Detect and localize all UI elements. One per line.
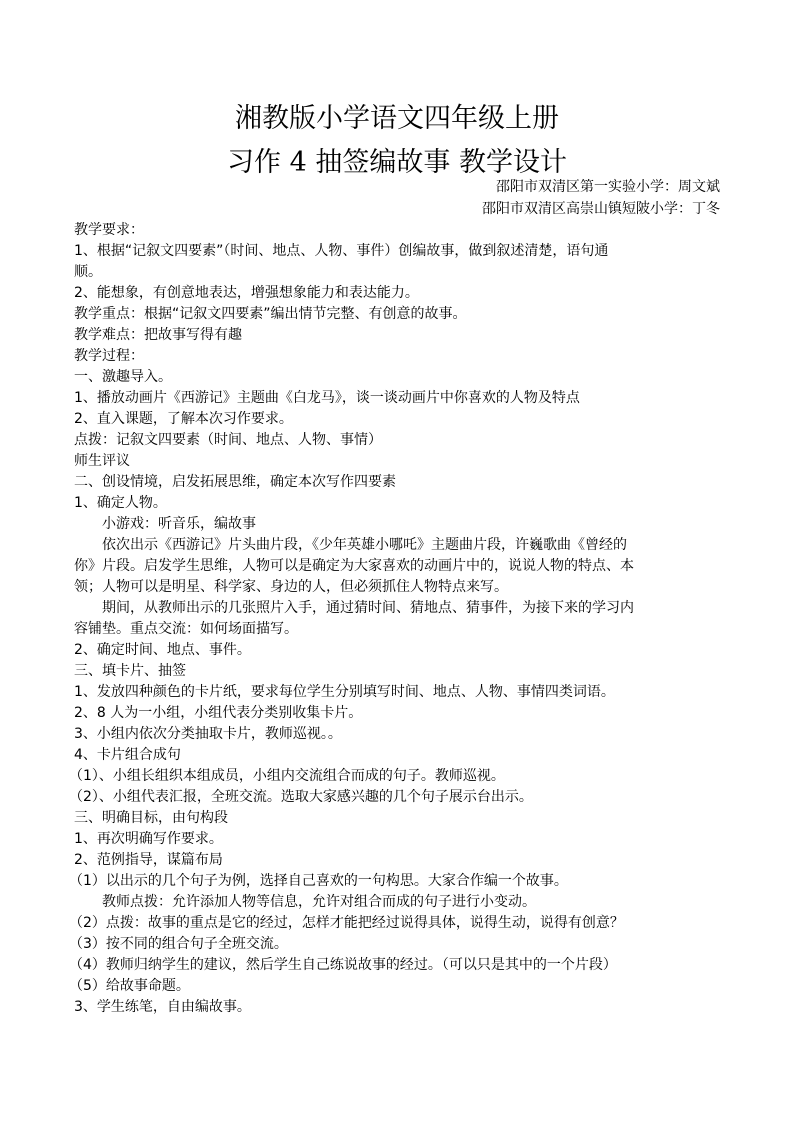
text-line: 3、小组内依次分类抽取卡片，教师巡视。。 [74,726,342,742]
text-line: 1、确定人物。 [74,495,167,511]
author-line: 邵阳市双清区高崇山镇短陂小学：丁冬 [482,201,720,217]
text-line: （4）教师归纳学生的建议，然后学生自己练说故事的经过。（可以只是其中的一个片段） [69,957,617,973]
text-line: 你》片段。启发学生思维，人物可以是确定为大家喜欢的动画片中的，说说人物的特点、本 [74,558,634,574]
text-line: 1、再次明确写作要求。 [74,831,223,847]
section-heading: 一、激趣导入。 [74,369,172,385]
text-line: 2、确定时间、地点、事件。 [74,642,251,658]
section-heading: 二、创设情境，启发拓展思维，确定本次写作四要素 [74,474,396,490]
text-line: 容铺垫。重点交流：如何场面描写。 [74,621,298,637]
text-line: 2、8 人为一小组，小组代表分类别收集卡片。 [74,705,363,721]
text-line: 2、直入课题，了解本次习作要求。 [74,411,293,427]
text-line: 小游戏：听音乐，编故事 [102,516,256,532]
section-heading: 三、明确目标，由句构段 [74,810,228,826]
text-line: 1、根据“记叙文四要素”（时间、地点、人物、事件）创编故事，做到叙述清楚，语句通 [74,243,609,259]
text-line: 依次出示《西游记》片头曲片段，《少年英雄小哪吒》主题曲片段，许巍歌曲《曾经的 [102,537,627,553]
document-title: 湘教版小学语文四年级上册 [235,103,559,134]
text-line: 4、卡片组合成句 [74,747,181,763]
text-line: （5）给故事命题。 [69,978,190,994]
text-line: 1、播放动画片《西游记》主题曲《白龙马》，谈一谈动画片中你喜欢的人物及特点 [74,390,580,406]
section-heading: 教学过程： [74,348,144,364]
text-line: 期间，从教师出示的几张照片入手，通过猜时间、猜地点、猜事件，为接下来的学习内 [102,600,634,616]
text-line: （3）按不同的组合句子全班交流。 [69,936,288,952]
text-line: 3、学生练笔，自由编故事。 [74,999,251,1015]
document-body [69,220,724,1018]
text-line: 1、发放四种颜色的卡片纸，要求每位学生分别填写时间、地点、人物、事情四类词语。 [74,684,615,700]
section-heading: 教学要求： [74,222,144,238]
text-line: 2、范例指导，谋篇布局 [74,852,223,868]
text-line: 点拨：记叙文四要素（时间、地点、人物、事情） [74,432,382,448]
document-subtitle: 习作 4 抽签编故事 教学设计 [227,147,567,178]
text-line: （2）点拨：故事的重点是它的经过，怎样才能把经过说得具体，说得生动，说得有创意？ [69,915,624,931]
author-line: 邵阳市双清区第一实验小学：周文斌 [496,179,720,195]
text-line: （2）、小组代表汇报，全班交流。选取大家感兴趣的几个句子展示台出示。 [69,789,533,805]
text-line: 师生评议 [74,453,130,469]
text-line: （1）以出示的几个句子为例，选择自己喜欢的一句构思。大家合作编一个故事。 [69,873,568,889]
text-line: 顺。 [74,264,102,280]
text-line: 领；人物可以是明星、科学家、身边的人，但必须抓住人物特点来写。 [74,579,508,595]
text-line: （1）、小组长组织本组成员，小组内交流组合而成的句子。教师巡视。 [69,768,505,784]
text-line: 教师点拨：允许添加人物等信息，允许对组合而成的句子进行小变动。 [102,894,536,910]
text-line: 2、能想象，有创意地表达，增强想象能力和表达能力。 [74,285,419,301]
text-line: 教学难点：把故事写得有趣 [74,327,242,343]
section-heading: 三、填卡片、抽签 [74,663,186,679]
text-line: 教学重点：根据“记叙文四要素”编出情节完整、有创意的故事。 [74,306,467,322]
